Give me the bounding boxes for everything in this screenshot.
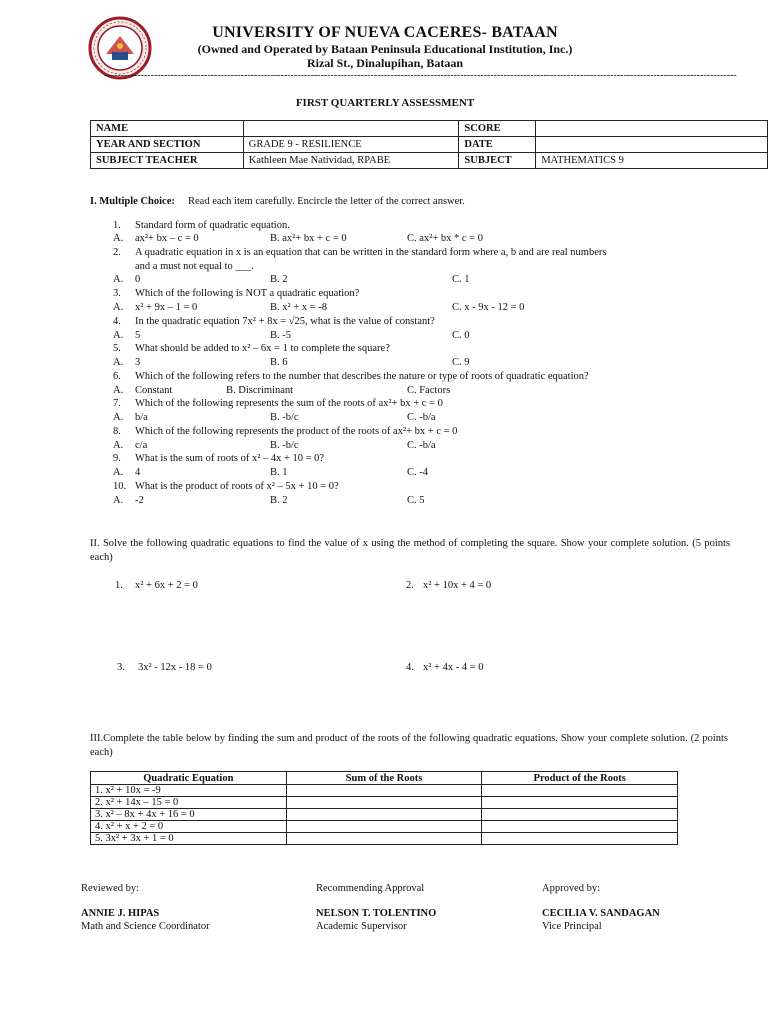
- choices-1: A. ax²+ bx – c = 0 B. ax²+ bx + c = 0 C. ax²+ bx * c = 0: [113, 233, 483, 244]
- year-section-label: YEAR AND SECTION: [91, 137, 244, 153]
- product-answer-cell[interactable]: [482, 833, 678, 845]
- part2-problems-row1: 1. x² + 6x + 2 = 0 2. x² + 10x + 4 = 0: [115, 580, 492, 591]
- recommender-role: Academic Supervisor: [316, 921, 407, 932]
- product-answer-cell[interactable]: [482, 809, 678, 821]
- part1-heading: I. Multiple Choice:: [90, 196, 175, 207]
- question-9: 9. What is the sum of roots of x² – 4x + 10 = 0?: [113, 453, 325, 464]
- approved-by-block: Approved by: CECILIA V. SANDAGAN Vice Principal: [542, 883, 660, 932]
- choices-8: A. c/a B. -b/c C. -b/a: [113, 440, 436, 451]
- problem-2: x² + 10x + 4 = 0: [423, 580, 492, 591]
- date-field[interactable]: [536, 137, 768, 153]
- question-1: 1. Standard form of quadratic equation.: [113, 220, 290, 231]
- sum-answer-cell[interactable]: [286, 797, 482, 809]
- student-info-table: [90, 120, 768, 169]
- question-2-continued: and a must not equal to ___.: [135, 261, 254, 272]
- university-address: Rizal St., Dinalupihan, Bataan: [306, 56, 464, 70]
- name-field[interactable]: [243, 121, 459, 137]
- col-quadratic-equation: Quadratic Equation: [91, 772, 287, 785]
- choices-7: A. b/a B. -b/c C. -b/a: [113, 412, 436, 423]
- sum-answer-cell[interactable]: [286, 821, 482, 833]
- sum-answer-cell[interactable]: [286, 809, 482, 821]
- score-field[interactable]: [536, 121, 768, 137]
- choices-6: A. Constant B. Discriminant C. Factors: [113, 385, 451, 396]
- table-row: 5. 3x² + 3x + 1 = 0: [91, 833, 678, 845]
- part2-problems-row2: 3. 3x² - 12x - 18 = 0 4. x² + 4x - 4 = 0: [117, 662, 484, 673]
- subject-teacher-value: Kathleen Mae Natividad, RPABE: [243, 153, 459, 169]
- score-label: SCORE: [459, 121, 536, 137]
- sum-answer-cell[interactable]: [286, 785, 482, 797]
- approver-role: Vice Principal: [542, 921, 602, 932]
- part3-instructions: III.Complete the table below by finding the sum and product of the roots of the following quadratic equations. Show your complete solution. (2 points each): [90, 733, 728, 758]
- question-8: 8. Which of the following represents the product of the roots of ax²+ bx + c = 0: [113, 426, 458, 437]
- part1-instructions: [0, 195, 768, 209]
- table-row: 2. x² + 14x – 15 = 0: [91, 797, 678, 809]
- reviewer-name: ANNIE J. HIPAS: [81, 908, 160, 919]
- question-4: 4. In the quadratic equation 7x² + 8x = √25, what is the value of constant?: [113, 316, 435, 327]
- choices-9: A. 4 B. 1 C. -4: [113, 467, 428, 478]
- sum-product-table: [90, 771, 678, 845]
- subject-value: MATHEMATICS 9: [536, 153, 768, 169]
- sum-answer-cell[interactable]: [286, 833, 482, 845]
- question-5: 5. What should be added to x² – 6x = 1 to complete the square?: [113, 343, 390, 354]
- header-divider: ----------------------------------------------------------------------------------------------------------------------------------------------------------------------------------------------: [104, 70, 737, 81]
- choices-3: A. x² + 9x – 1 = 0 B. x² + x = -8 C. x - 9x - 12 = 0: [113, 302, 525, 313]
- question-3: 3. Which of the following is NOT a quadratic equation?: [113, 288, 360, 299]
- table-row: 4. x² + x + 2 = 0: [91, 821, 678, 833]
- date-label: DATE: [459, 137, 536, 153]
- table-row: 1. x² + 10x = -9: [91, 785, 678, 797]
- year-section-value: GRADE 9 - RESILIENCE: [243, 137, 459, 153]
- choices-4: A. 5 B. -5 C. 0: [113, 330, 470, 341]
- product-answer-cell[interactable]: [482, 785, 678, 797]
- assessment-title: FIRST QUARTERLY ASSESSMENT: [295, 97, 475, 109]
- question-6: 6. Which of the following refers to the number that describes the nature or type of roots of quadratic equation?: [113, 371, 589, 382]
- question-10: 10. What is the product of roots of x² – 5x + 10 = 0?: [113, 481, 339, 492]
- product-answer-cell[interactable]: [482, 797, 678, 809]
- recommending-approval-block: Recommending Approval NELSON T. TOLENTINO Academic Supervisor: [316, 883, 437, 932]
- reviewer-role: Math and Science Coordinator: [81, 921, 210, 932]
- problem-3: 3x² - 12x - 18 = 0: [138, 662, 212, 673]
- choices-2: A. 0 B. 2 C. 1: [113, 274, 470, 285]
- reviewed-by-block: Reviewed by: ANNIE J. HIPAS Math and Science Coordinator: [81, 883, 210, 932]
- university-owner: (Owned and Operated by Bataan Peninsula Educational Institution, Inc.): [197, 42, 573, 56]
- col-product-of-roots: Product of the Roots: [482, 772, 678, 785]
- name-label: NAME: [91, 121, 244, 137]
- problem-1: x² + 6x + 2 = 0: [135, 580, 198, 591]
- product-answer-cell[interactable]: [482, 821, 678, 833]
- question-7: 7. Which of the following represents the sum of the roots of ax²+ bx + c = 0: [113, 398, 443, 409]
- part2-instructions: II. Solve the following quadratic equations to find the value of x using the method of completing the square. Show your complete solution. (5 points each): [90, 538, 730, 563]
- col-sum-of-roots: Sum of the Roots: [286, 772, 482, 785]
- question-2: 2. A quadratic equation in x is an equation that can be written in the standard form where a, b and are real numbers: [113, 247, 607, 258]
- table-row: 3. x² – 8x + 4x + 16 = 0: [91, 809, 678, 821]
- subject-label: SUBJECT: [459, 153, 536, 169]
- subject-teacher-label: SUBJECT TEACHER: [91, 153, 244, 169]
- recommender-name: NELSON T. TOLENTINO: [316, 908, 437, 919]
- approver-name: CECILIA V. SANDAGAN: [542, 908, 660, 919]
- problem-4: x² + 4x - 4 = 0: [423, 662, 484, 673]
- part1-instruction-text: Read each item carefully. Encircle the letter of the correct answer.: [188, 196, 465, 207]
- university-name: UNIVERSITY OF NUEVA CACERES- BATAAN: [212, 24, 558, 41]
- choices-5: A. 3 B. 6 C. 9: [113, 357, 470, 368]
- choices-10: A. -2 B. 2 C. 5: [113, 495, 425, 506]
